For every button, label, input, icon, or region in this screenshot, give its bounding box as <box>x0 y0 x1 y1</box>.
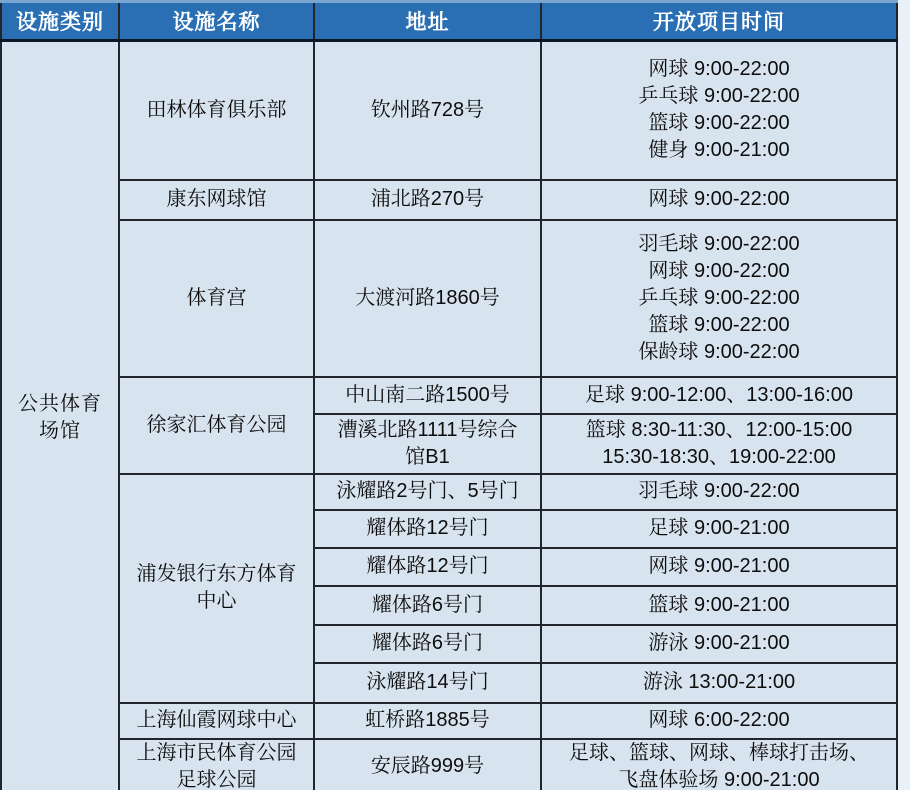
times-cell <box>541 474 897 510</box>
time-entry: 乒乓球 9:00-22:00 <box>638 286 800 309</box>
address-cell: 漕溪北路1111号综合馆B1 <box>314 414 541 474</box>
time-entry: 保龄球 9:00-22:00 <box>638 340 800 363</box>
address-cell: 耀体路6号门 <box>314 625 541 663</box>
table-row <box>1 180 897 220</box>
facility-name-cell: 浦发银行东方体育中心 <box>119 474 314 703</box>
time-entry: 足球 9:00-12:00、13:00-16:00 <box>585 383 853 406</box>
facility-name-cell: 田林体育俱乐部 <box>119 41 314 180</box>
times-cell <box>541 510 897 548</box>
time-entry: 足球 9:00-21:00 <box>648 517 790 539</box>
address-cell: 泳耀路14号门 <box>314 663 541 703</box>
time-entry: 游泳 13:00-21:00 <box>642 671 796 693</box>
times-cell <box>541 703 897 739</box>
time-entry: 网球 9:00-22:00 <box>648 188 790 210</box>
category-cell: 公共体育场馆 <box>1 41 119 790</box>
address-cell: 耀体路6号门 <box>314 586 541 625</box>
facility-name-cell: 康东网球馆 <box>119 180 314 220</box>
time-entry: 篮球 9:00-22:00 <box>648 313 790 336</box>
address-cell: 浦北路270号 <box>314 180 541 220</box>
table-row <box>1 220 897 377</box>
column-header-open-times: 开放项目时间 <box>541 2 897 41</box>
time-entry: 篮球 9:00-22:00 <box>648 112 790 135</box>
table-row <box>1 739 897 790</box>
times-cell <box>541 548 897 586</box>
address-cell: 耀体路12号门 <box>314 510 541 548</box>
address-cell: 虹桥路1885号 <box>314 703 541 739</box>
time-entry: 网球 9:00-22:00 <box>648 58 790 81</box>
address-cell: 泳耀路2号门、5号门 <box>314 474 541 510</box>
column-header-category: 设施类别 <box>1 2 119 41</box>
table-row <box>1 703 897 739</box>
address-cell: 安辰路999号 <box>314 739 541 790</box>
time-entry: 足球、篮球、网球、棒球打击场、 <box>569 741 869 764</box>
time-entry: 乒乓球 9:00-22:00 <box>638 85 800 108</box>
time-entry: 15:30-18:30、19:00-22:00 <box>602 445 836 468</box>
times-cell <box>541 663 897 703</box>
address-cell: 耀体路12号门 <box>314 548 541 586</box>
column-header-name: 设施名称 <box>119 2 314 41</box>
facility-name-cell: 上海市民体育公园足球公园 <box>119 739 314 790</box>
time-entry: 羽毛球 9:00-22:00 <box>638 480 800 502</box>
facility-name-cell: 体育宫 <box>119 220 314 377</box>
facility-name-cell: 徐家汇体育公园 <box>119 377 314 474</box>
facility-name-cell: 上海仙霞网球中心 <box>119 703 314 739</box>
time-entry: 游泳 9:00-21:00 <box>648 632 790 654</box>
header-row <box>1 2 897 41</box>
time-entry: 篮球 9:00-21:00 <box>648 593 790 616</box>
address-cell: 中山南二路1500号 <box>314 377 541 414</box>
time-entry: 网球 9:00-21:00 <box>648 555 790 577</box>
times-cell <box>541 180 897 220</box>
column-header-address: 地址 <box>314 2 541 41</box>
times-cell <box>541 41 897 180</box>
table-row <box>1 41 897 180</box>
times-cell <box>541 414 897 474</box>
times-cell <box>541 586 897 625</box>
times-cell <box>541 739 897 790</box>
address-cell: 钦州路728号 <box>314 41 541 180</box>
time-entry: 健身 9:00-21:00 <box>648 139 790 162</box>
table-row <box>1 377 897 414</box>
address-cell: 大渡河路1860号 <box>314 220 541 377</box>
times-cell <box>541 220 897 377</box>
times-cell <box>541 625 897 663</box>
times-cell <box>541 377 897 414</box>
time-entry: 网球 9:00-22:00 <box>648 259 790 282</box>
table-row <box>1 474 897 510</box>
time-entry: 羽毛球 9:00-22:00 <box>638 232 800 255</box>
time-entry: 篮球 8:30-11:30、12:00-15:00 <box>585 418 853 441</box>
time-entry: 飞盘体验场 9:00-21:00 <box>618 768 820 790</box>
time-entry: 网球 6:00-22:00 <box>648 709 790 731</box>
